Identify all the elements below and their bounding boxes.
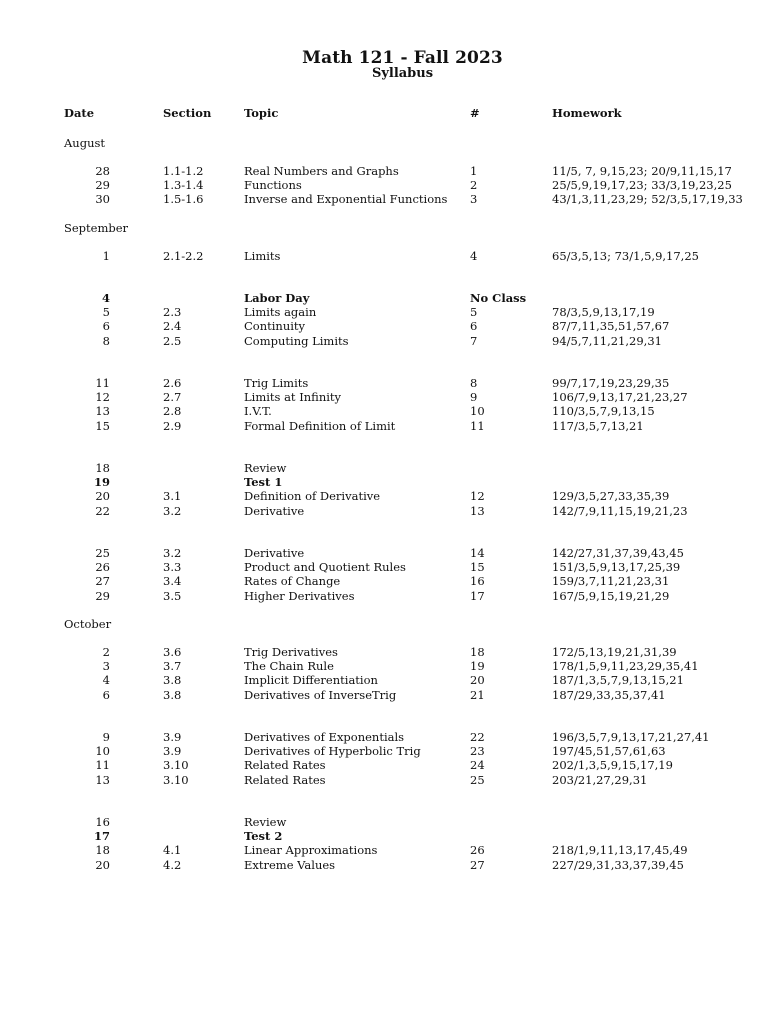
- row-number: 23: [470, 744, 485, 758]
- row-number: 6: [470, 319, 478, 333]
- row-date: 3: [102, 659, 110, 673]
- header-date: Date: [64, 106, 95, 120]
- row-number: No Class: [470, 291, 527, 305]
- row-topic: Extreme Values: [244, 858, 336, 872]
- table-row: [0, 659, 768, 673]
- row-topic: Labor Day: [244, 291, 310, 305]
- table-row: [0, 164, 768, 178]
- row-homework: 78/3,5,9,13,17,19: [552, 305, 655, 319]
- month-heading: October: [64, 617, 112, 631]
- row-date: 27: [95, 574, 110, 588]
- row-date: 8: [102, 334, 110, 348]
- row-section: 3.1: [163, 489, 182, 503]
- row-date: 16: [95, 815, 110, 829]
- row-homework: 203/21,27,29,31: [552, 773, 648, 787]
- month-heading: September: [64, 221, 129, 235]
- row-homework: 159/3,7,11,21,23,31: [552, 574, 670, 588]
- row-date: 2: [102, 645, 110, 659]
- row-number: 12: [470, 489, 485, 503]
- table-row: [0, 178, 768, 192]
- table-row: [0, 461, 768, 475]
- row-topic: Trig Limits: [244, 376, 309, 390]
- row-homework: 87/7,11,35,51,57,67: [552, 319, 670, 333]
- row-homework: 197/45,51,57,61,63: [552, 744, 666, 758]
- row-topic: I.V.T.: [244, 404, 272, 418]
- row-section: 3.4: [163, 574, 182, 588]
- row-number: 9: [470, 390, 478, 404]
- row-topic: Derivatives of Exponentials: [244, 730, 405, 744]
- row-date: 28: [95, 164, 110, 178]
- row-number: 21: [470, 688, 485, 702]
- row-section: 3.9: [163, 744, 182, 758]
- row-homework: 187/29,33,35,37,41: [552, 688, 666, 702]
- table-row: [0, 334, 768, 348]
- row-homework: 196/3,5,7,9,13,17,21,27,41: [552, 730, 710, 744]
- row-homework: 142/27,31,37,39,43,45: [552, 546, 684, 560]
- row-date: 19: [93, 475, 110, 489]
- row-homework: 65/3,5,13; 73/1,5,9,17,25: [552, 249, 699, 263]
- row-number: 2: [470, 178, 478, 192]
- row-date: 17: [93, 829, 110, 843]
- row-section: 3.3: [163, 560, 182, 574]
- row-topic: Derivatives of InverseTrig: [244, 688, 397, 702]
- row-number: 15: [470, 560, 485, 574]
- row-date: 22: [95, 504, 110, 518]
- row-number: 26: [470, 843, 485, 857]
- header-number: #: [470, 106, 480, 120]
- row-topic: Higher Derivatives: [244, 589, 355, 603]
- row-topic: Derivatives of Hyperbolic Trig: [244, 744, 421, 758]
- header-section: Section: [163, 106, 212, 120]
- row-date: 4: [102, 673, 110, 687]
- row-homework: 25/5,9,19,17,23; 33/3,19,23,25: [552, 178, 732, 192]
- table-row: [0, 489, 768, 503]
- row-number: 14: [470, 546, 485, 560]
- row-date: 15: [95, 419, 110, 433]
- row-section: 1.3-1.4: [163, 178, 204, 192]
- row-date: 29: [95, 589, 110, 603]
- table-row: [0, 546, 768, 560]
- row-section: 3.2: [163, 546, 182, 560]
- table-row: [0, 319, 768, 333]
- row-section: 2.4: [163, 319, 182, 333]
- row-section: 4.1: [163, 843, 182, 857]
- table-row: [0, 744, 768, 758]
- row-date: 13: [95, 404, 110, 418]
- row-number: 22: [470, 730, 485, 744]
- month-heading: August: [64, 136, 106, 150]
- row-topic: Limits: [244, 249, 281, 263]
- row-homework: 106/7,9,13,17,21,23,27: [552, 390, 688, 404]
- table-row: [0, 504, 768, 518]
- table-row: [0, 815, 768, 829]
- row-date: 26: [95, 560, 110, 574]
- table-row: [0, 404, 768, 418]
- table-row: [0, 730, 768, 744]
- table-row: [0, 419, 768, 433]
- row-date: 29: [95, 178, 110, 192]
- row-homework: 99/7,17,19,23,29,35: [552, 376, 670, 390]
- row-topic: Continuity: [244, 319, 306, 333]
- row-date: 11: [95, 376, 110, 390]
- row-date: 18: [95, 843, 110, 857]
- row-date: 5: [102, 305, 110, 319]
- row-homework: 94/5,7,11,21,29,31: [552, 334, 662, 348]
- row-section: 3.8: [163, 688, 182, 702]
- row-section: 3.10: [163, 758, 189, 772]
- table-row: [0, 688, 768, 702]
- row-topic: Inverse and Exponential Functions: [244, 192, 448, 206]
- table-row: [0, 249, 768, 263]
- row-date: 20: [95, 489, 110, 503]
- row-homework: 151/3,5,9,13,17,25,39: [552, 560, 681, 574]
- row-homework: 178/1,5,9,11,23,29,35,41: [552, 659, 699, 673]
- row-date: 1: [102, 249, 110, 263]
- row-date: 13: [95, 773, 110, 787]
- row-topic: Real Numbers and Graphs: [244, 164, 399, 178]
- row-section: 1.1-1.2: [163, 164, 204, 178]
- row-section: 2.7: [163, 390, 182, 404]
- row-number: 16: [470, 574, 485, 588]
- row-section: 2.3: [163, 305, 182, 319]
- row-number: 8: [470, 376, 478, 390]
- table-row: [0, 673, 768, 687]
- header-homework: Homework: [552, 106, 622, 120]
- table-row: [0, 843, 768, 857]
- document-title: Math 121 - Fall 2023: [302, 48, 503, 68]
- row-number: 5: [470, 305, 478, 319]
- row-homework: 110/3,5,7,9,13,15: [552, 404, 655, 418]
- table-row: [0, 560, 768, 574]
- row-number: 20: [470, 673, 485, 687]
- row-topic: Limits at Infinity: [244, 390, 342, 404]
- row-section: 2.5: [163, 334, 182, 348]
- row-topic: Test 2: [244, 829, 283, 843]
- table-row: [0, 645, 768, 659]
- row-homework: 187/1,3,5,7,9,13,15,21: [552, 673, 684, 687]
- row-homework: 142/7,9,11,15,19,21,23: [552, 504, 688, 518]
- row-date: 11: [95, 758, 110, 772]
- row-topic: Derivative: [244, 504, 305, 518]
- row-date: 9: [102, 730, 110, 744]
- row-topic: Limits again: [244, 305, 317, 319]
- row-date: 20: [95, 858, 110, 872]
- table-row: [0, 758, 768, 772]
- row-section: 3.10: [163, 773, 189, 787]
- table-row: [0, 390, 768, 404]
- table-row: [0, 829, 768, 843]
- row-date: 6: [102, 688, 110, 702]
- row-topic: Linear Approximations: [244, 843, 378, 857]
- row-date: 4: [101, 291, 110, 305]
- row-topic: Computing Limits: [244, 334, 349, 348]
- row-number: 25: [470, 773, 485, 787]
- row-homework: 129/3,5,27,33,35,39: [552, 489, 670, 503]
- row-number: 7: [470, 334, 478, 348]
- row-topic: Implicit Differentiation: [244, 673, 378, 687]
- row-topic: Functions: [244, 178, 302, 192]
- row-topic: Trig Derivatives: [244, 645, 338, 659]
- row-number: 3: [470, 192, 478, 206]
- row-date: 12: [95, 390, 110, 404]
- table-row: [0, 291, 768, 305]
- row-section: 2.8: [163, 404, 182, 418]
- row-number: 1: [470, 164, 478, 178]
- row-section: 2.9: [163, 419, 182, 433]
- row-homework: 43/1,3,11,23,29; 52/3,5,17,19,33: [552, 192, 743, 206]
- row-number: 11: [470, 419, 485, 433]
- row-section: 3.7: [163, 659, 182, 673]
- row-topic: Product and Quotient Rules: [244, 560, 406, 574]
- header-topic: Topic: [244, 106, 279, 120]
- row-topic: Review: [244, 815, 287, 829]
- row-section: 1.5-1.6: [163, 192, 204, 206]
- row-section: 3.8: [163, 673, 182, 687]
- row-homework: 167/5,9,15,19,21,29: [552, 589, 670, 603]
- row-section: 3.6: [163, 645, 182, 659]
- table-row: [0, 475, 768, 489]
- row-date: 30: [95, 192, 110, 206]
- table-row: [0, 305, 768, 319]
- row-number: 4: [470, 249, 478, 263]
- row-date: 10: [95, 744, 110, 758]
- row-number: 10: [470, 404, 485, 418]
- table-row: [0, 858, 768, 872]
- row-date: 18: [95, 461, 110, 475]
- table-row: [0, 376, 768, 390]
- row-number: 19: [470, 659, 485, 673]
- row-homework: 11/5, 7, 9,15,23; 20/9,11,15,17: [552, 164, 732, 178]
- row-section: 3.2: [163, 504, 182, 518]
- table-header: [0, 106, 768, 122]
- row-topic: Formal Definition of Limit: [244, 419, 396, 433]
- row-topic: Rates of Change: [244, 574, 341, 588]
- row-date: 6: [102, 319, 110, 333]
- document-subtitle: Syllabus: [371, 66, 434, 81]
- row-homework: 227/29,31,33,37,39,45: [552, 858, 684, 872]
- row-topic: Definition of Derivative: [244, 489, 381, 503]
- row-topic: Related Rates: [244, 773, 326, 787]
- row-topic: Test 1: [244, 475, 283, 489]
- row-homework: 218/1,9,11,13,17,45,49: [552, 843, 688, 857]
- row-section: 4.2: [163, 858, 182, 872]
- row-date: 25: [95, 546, 110, 560]
- row-topic: The Chain Rule: [244, 659, 334, 673]
- table-row: [0, 773, 768, 787]
- table-row: [0, 589, 768, 603]
- row-section: 2.6: [163, 376, 182, 390]
- row-section: 3.9: [163, 730, 182, 744]
- row-topic: Related Rates: [244, 758, 326, 772]
- row-number: 24: [470, 758, 485, 772]
- row-topic: Derivative: [244, 546, 305, 560]
- row-number: 17: [470, 589, 485, 603]
- row-number: 18: [470, 645, 485, 659]
- row-section: 2.1-2.2: [163, 249, 204, 263]
- table-row: [0, 192, 768, 206]
- table-row: [0, 574, 768, 588]
- row-homework: 202/1,3,5,9,15,17,19: [552, 758, 673, 772]
- row-section: 3.5: [163, 589, 182, 603]
- row-homework: 117/3,5,7,13,21: [552, 419, 644, 433]
- row-homework: 172/5,13,19,21,31,39: [552, 645, 677, 659]
- row-number: 13: [470, 504, 485, 518]
- row-number: 27: [470, 858, 485, 872]
- row-topic: Review: [244, 461, 287, 475]
